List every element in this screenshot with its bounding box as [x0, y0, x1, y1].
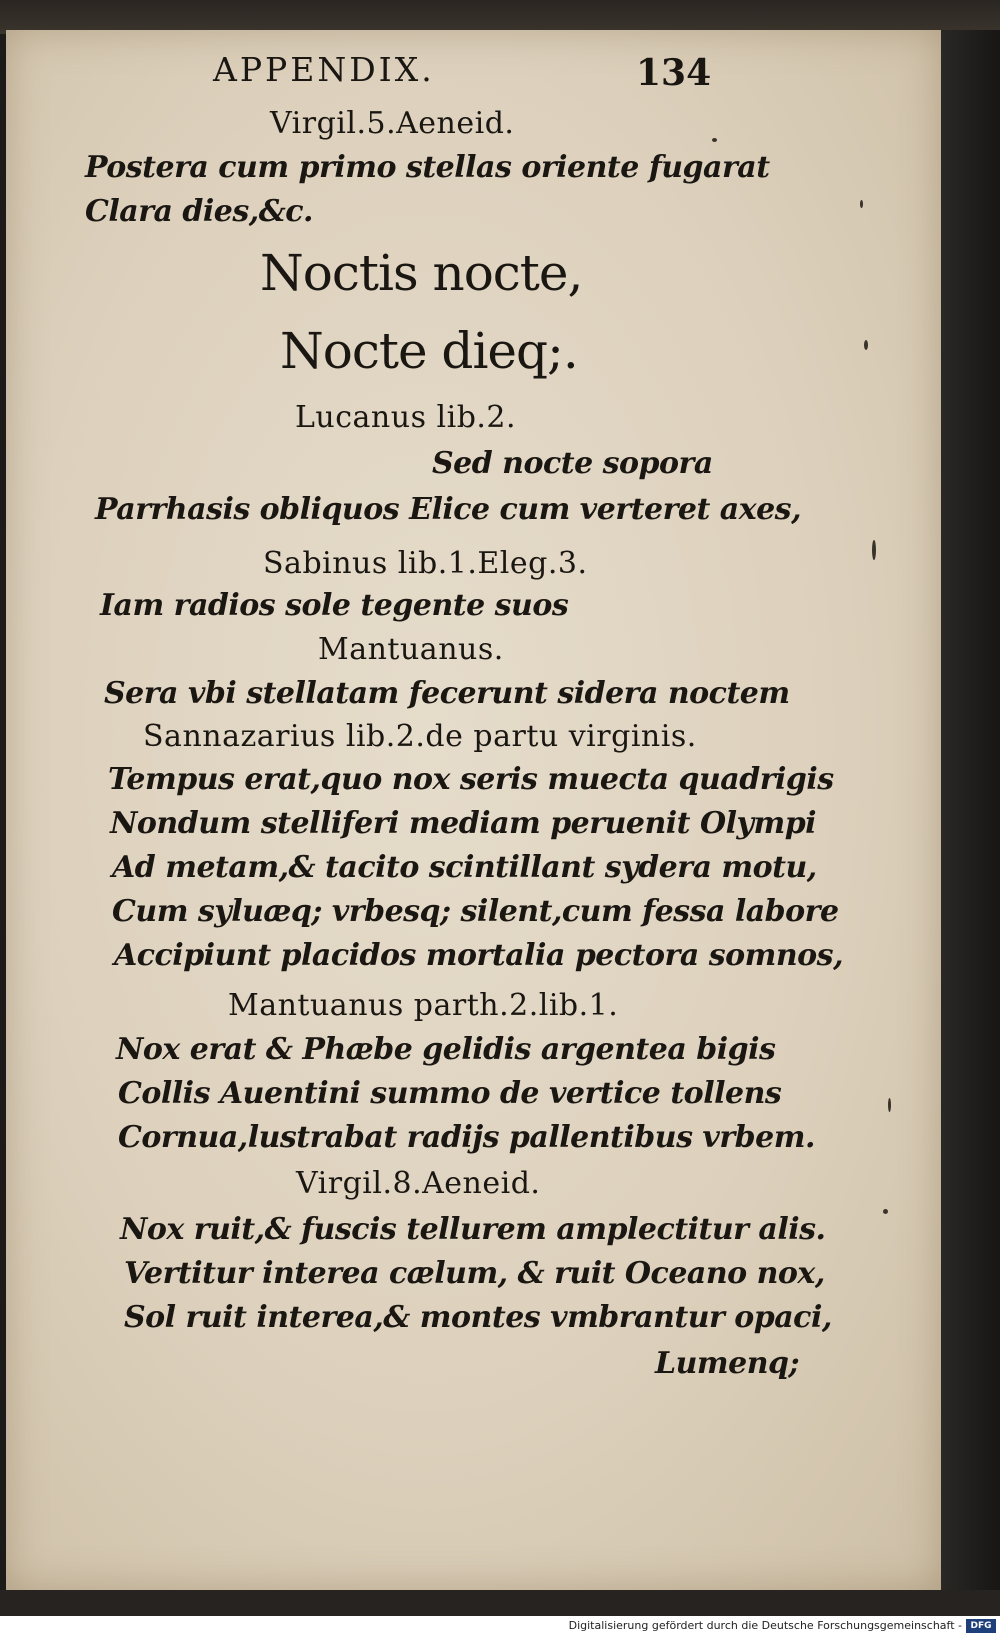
ink-speck — [864, 340, 868, 350]
footer-credit: Digitalisierung gefördert durch die Deutsche Forschungsgemeinschaft - — [568, 1619, 962, 1632]
text-line: Vertitur interea cælum, & ruit Oceano nox, — [124, 1256, 825, 1291]
scan-bottom-edge — [0, 1590, 1000, 1616]
text-line: Cornua,lustrabat radijs pallentibus vrbem. — [118, 1120, 815, 1155]
running-title: APPENDIX. — [213, 50, 435, 89]
scan-top-edge — [0, 0, 1000, 34]
text-line: Tempus erat,quo nox seris muecta quadrigis — [108, 762, 834, 797]
text-line: Virgil.5.Aeneid. — [270, 106, 515, 141]
text-line: Sabinus lib.1.Eleg.3. — [263, 546, 588, 581]
text-line: Sera vbi stellatam fecerunt sidera noctem — [104, 676, 790, 711]
page-number: 134 — [636, 52, 712, 94]
section-heading: Nocte dieq;. — [280, 322, 578, 380]
dfg-logo: DFG — [966, 1619, 996, 1633]
footer-bar — [0, 1616, 1000, 1638]
catchword: Lumenq; — [655, 1346, 800, 1381]
text-line: Cum syluæq; vrbesq; silent,cum fessa labore — [112, 894, 839, 929]
text-line: Nox erat & Phæbe gelidis argentea bigis — [116, 1032, 776, 1067]
text-line: Sed nocte sopora — [432, 446, 713, 481]
scan-right-shadow — [935, 30, 1000, 1610]
ink-speck — [712, 138, 717, 142]
text-line: Virgil.8.Aeneid. — [296, 1166, 541, 1201]
text-line: Parrhasis obliquos Elice cum verteret axes, — [95, 492, 802, 527]
text-line: Nox ruit,& fuscis tellurem amplectitur alis. — [120, 1212, 826, 1247]
ink-speck — [888, 1098, 891, 1112]
text-line: Collis Auentini summo de vertice tollens — [118, 1076, 782, 1111]
text-line: Mantuanus parth.2.lib.1. — [228, 988, 619, 1023]
text-line: Accipiunt placidos mortalia pectora somnos, — [114, 938, 844, 973]
text-line: Ad metam,& tacito scintillant sydera motu, — [112, 850, 817, 885]
text-line: Sannazarius lib.2.de partu virginis. — [143, 719, 697, 754]
section-heading: Noctis nocte, — [260, 244, 583, 302]
ink-speck — [883, 1209, 888, 1214]
text-line: Mantuanus. — [318, 632, 504, 667]
text-line: Postera cum primo stellas oriente fugarat — [85, 150, 770, 185]
ink-speck — [872, 540, 876, 560]
ink-speck — [860, 200, 863, 208]
text-line: Nondum stelliferi mediam peruenit Olympi — [110, 806, 817, 841]
text-line: Lucanus lib.2. — [295, 400, 517, 435]
text-line: Iam radios sole tegente suos — [100, 588, 569, 623]
text-line: Sol ruit interea,& montes vmbrantur opaci, — [124, 1300, 832, 1335]
text-line: Clara dies,&c. — [85, 194, 313, 229]
